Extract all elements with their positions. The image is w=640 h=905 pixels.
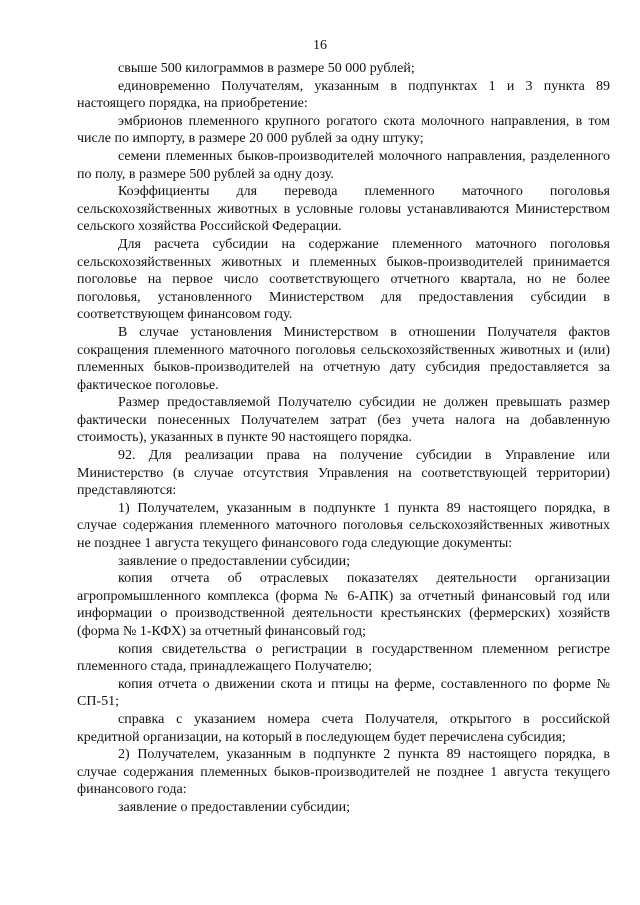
paragraph: Для расчета субсидии на содержание племенного маточного поголовья сельскохозяйственных животных и племенных быков-производителей принимается поголовье на первое число соответствующего отчетного квартала, но не более поголовья, установленного Министерством для предоставления субсидии в соответствующем финансовом году. (77, 236, 610, 323)
paragraph: заявление о предоставлении субсидии; (118, 553, 350, 569)
paragraph: 92. Для реализации права на получение субсидии в Управление или Министерство (в случае отсутствия Управления на соответствующей территории) представляются: (77, 448, 610, 499)
paragraph: заявление о предоставлении субсидии; (118, 799, 350, 815)
paragraph: эмбрионов племенного крупного рогатого скота молочного направления, в том числе по импорту, в размере 20 000 рублей за одну штуку; (77, 113, 610, 147)
paragraph: копия отчета об отраслевых показателях деятельности организации агропромышленного комплекса (форма № 6-АПК) за отчетный финансовый год или информации о производственной деятельности крестьянских (фермерских) хозяйств (форма № 1-КФХ) за отчетный финансовый год; (77, 571, 610, 639)
paragraph: копия отчета о движении скота и птицы на ферме, составленного по форме № СП-51; (77, 676, 610, 710)
paragraph: семени племенных быков-производителей молочного направления, разделенного по полу, в размере 500 рублей за одну дозу. (77, 148, 610, 182)
paragraph: 2) Получателем, указанным в подпункте 2 пункта 89 настоящего порядка, в случае содержания племенных быков-производителей не позднее 1 августа текущего финансового года: (77, 747, 610, 798)
page-number: 16 (313, 38, 327, 53)
paragraph: свыше 500 килограммов в размере 50 000 рублей; (118, 61, 415, 76)
paragraph: Размер предоставляемой Получателю субсидии не должен превышать размер фактически понесенных Получателем затрат (без учета налога на добавленную стоимость), указанных в пункте 90 настоящего порядка. (77, 395, 610, 446)
paragraph: В случае установления Министерством в отношении Получателя фактов сокращения племенного маточного поголовья сельскохозяйственных животных и (или) племенных быков-производителей на отчетную дату субсидия предоставляется за фактическое поголовье. (77, 324, 610, 393)
paragraph: 1) Получателем, указанным в подпункте 1 пункта 89 настоящего порядка, в случае содержания племенного маточного поголовья сельскохозяйственных животных не позднее 1 августа текущего финансового года следующие документы: (77, 500, 610, 552)
paragraph: Коэффициенты для перевода племенного маточного поголовья сельскохозяйственных животных в условные головы устанавливаются Министерством сельского хозяйства Российской Федерации. (77, 184, 610, 235)
paragraph: копия свидетельства о регистрации в государственном племенном регистре племенного стада, принадлежащего Получателю; (77, 641, 610, 675)
document-body (77, 60, 610, 817)
paragraph: справка с указанием номера счета Получателя, открытого в российской кредитной организации, на который в последующем будет перечислена субсидия; (77, 711, 610, 745)
paragraph: единовременно Получателям, указанным в подпунктах 1 и 3 пункта 89 настоящего порядка, на приобретение: (77, 78, 610, 112)
